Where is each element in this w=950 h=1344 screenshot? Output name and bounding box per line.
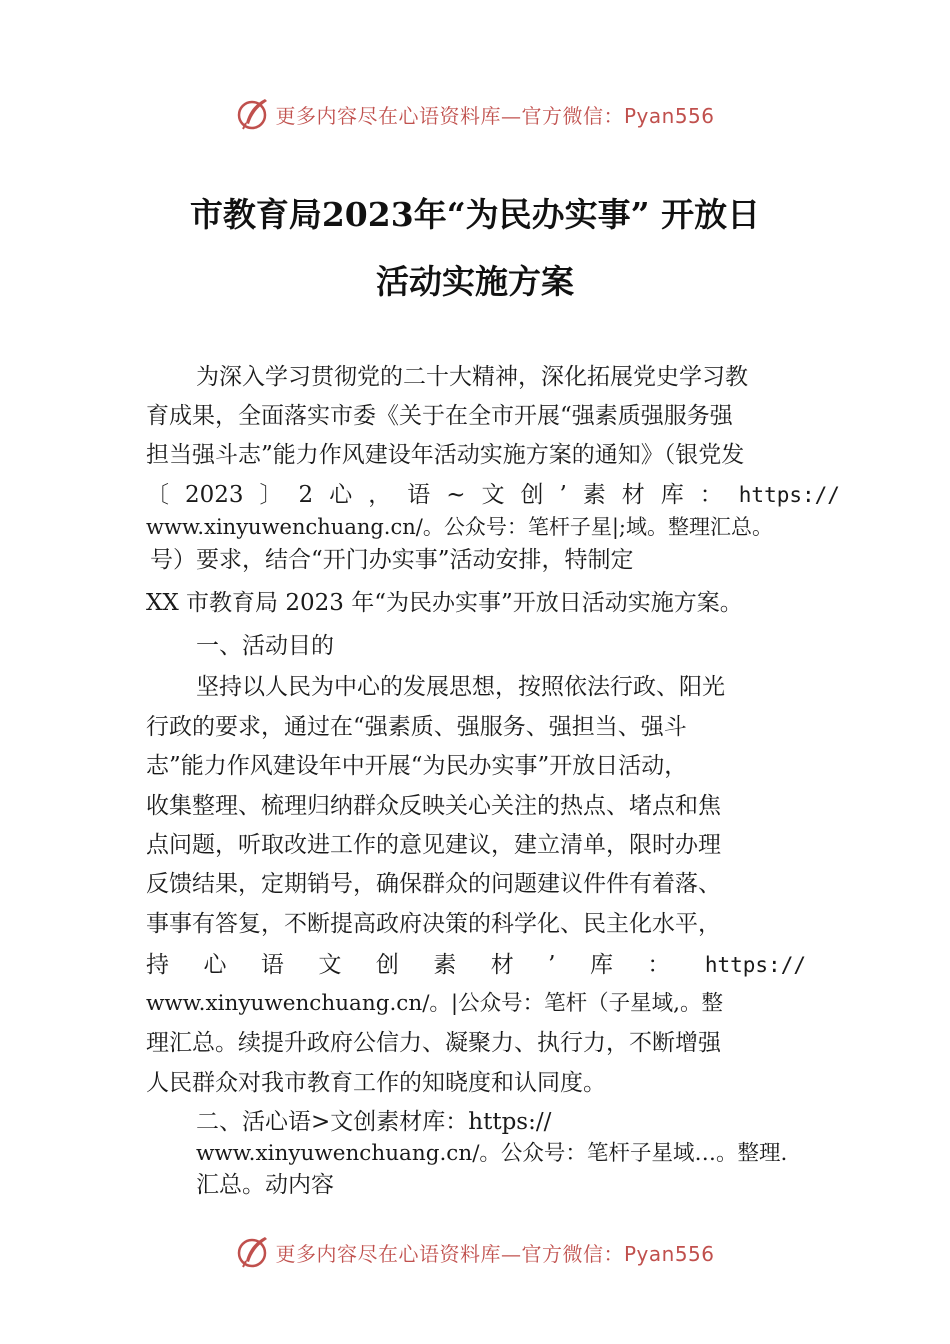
watermark-text: 更多内容尽在心语资料库—官方微信： <box>275 103 624 128</box>
watermark-banner-top <box>0 94 950 134</box>
paragraph-2-line-11: 人民群众对我市教育工作的知晓度和认同度。 <box>146 1070 606 1096</box>
paragraph-2-line-4: 收集整理、梳理归纳群众反映关心关注的热点、堵点和焦 <box>146 793 721 819</box>
watermark-wechat-id: Pyan556 <box>623 103 715 128</box>
watermark-banner-bottom <box>0 1232 950 1272</box>
watermark-wechat-id: Pyan556 <box>623 1241 715 1266</box>
paragraph-2-line-6: 反馈结果，定期销号，确保群众的问题建议件件有着落、 <box>146 871 721 897</box>
paragraph-2-line-8: 持 心 语 文 创 素 材 ’ 库 ： https:// <box>146 952 806 978</box>
paragraph-2-line-7: 事事有答复，不断提高政府决策的科学化、民主化水平， <box>146 911 721 937</box>
paragraph-1-line-7: XX 市教育局 2023 年“为民办实事”开放日活动实施方案。 <box>146 590 743 616</box>
paragraph-1-line-1: 为深入学习贯彻党的二十大精神，深化拓展党史学习教 <box>196 364 748 390</box>
paragraph-1-line-2: 育成果，全面落实市委《关于在全市开展“强素质强服务强 <box>146 403 733 429</box>
paragraph-1-line-5: www.xinyuwenchuang.cn/。公众号：笔杆子星|;域。整理汇总。 <box>146 515 773 539</box>
paragraph-1-line-6: 号）要求，结合“开门办实事”活动安排，特制定 <box>150 547 634 573</box>
quill-pen-logo-icon <box>235 96 271 132</box>
section-heading-1: 一、活动目的 <box>196 633 334 659</box>
paragraph-2-line-2: 行政的要求，通过在“强素质、强服务、强担当、强斗 <box>146 714 687 740</box>
document-title-line-1: 市教育局2023年“为民办实事” 开放日 <box>189 195 761 234</box>
watermark-text: 更多内容尽在心语资料库—官方微信： <box>275 1241 624 1266</box>
paragraph-2-line-9: www.xinyuwenchuang.cn/。|公众号：笔杆（子星域,。整 <box>146 991 724 1016</box>
quill-pen-logo-icon <box>235 1234 271 1270</box>
section-heading-2-line-2: www.xinyuwenchuang.cn/。公众号：笔杆子星域…。整理. <box>196 1141 788 1166</box>
paragraph-2-line-3: 志”能力作风建设年中开展“为民办实事”开放日活动， <box>146 753 688 779</box>
paragraph-2-line-10: 理汇总。续提升政府公信力、凝聚力、执行力，不断增强 <box>146 1030 721 1056</box>
paragraph-2-line-5: 点问题，听取改进工作的意见建议，建立清单，限时办理 <box>146 832 721 858</box>
paragraph-2-line-1: 坚持以人民为中心的发展思想，按照依法行政、阳光 <box>196 674 725 700</box>
paragraph-1-line-3: 担当强斗志”能力作风建设年活动实施方案的通知》（银党发 <box>146 442 745 468</box>
section-heading-2-line-3: 汇总。动内容 <box>196 1172 334 1198</box>
document-title-line-2: 活动实施方案 <box>376 262 574 301</box>
section-heading-2-line-1: 二、活心语>文创素材库：https:// <box>196 1109 552 1135</box>
paragraph-1-line-4: 〔 2023 〕 2 心 ， 语 ~ 文 创 ’ 素 材 库 ： https:// <box>146 482 840 508</box>
